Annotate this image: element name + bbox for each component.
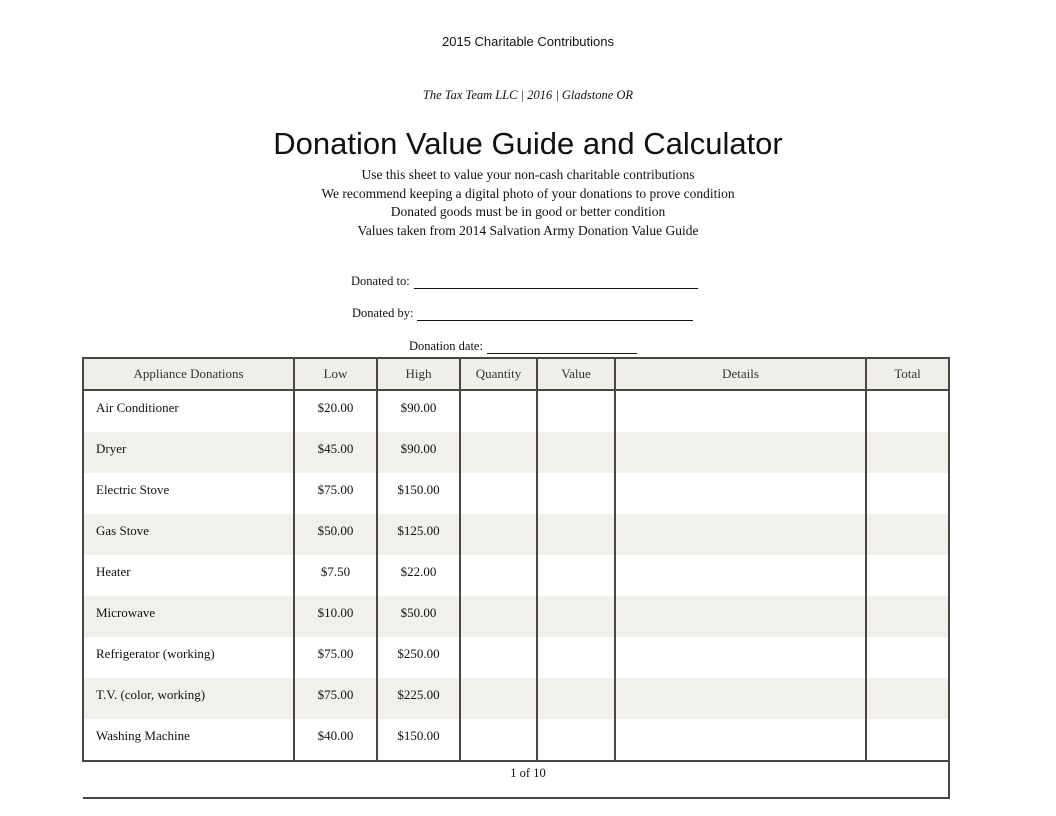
table-row bbox=[83, 555, 949, 596]
low-value: $20.00 bbox=[294, 390, 377, 432]
high-value: $125.00 bbox=[377, 514, 460, 555]
donation-date-field bbox=[409, 339, 637, 354]
item-name: T.V. (color, working) bbox=[83, 678, 294, 719]
organization-line: The Tax Team LLC | 2016 | Gladstone OR bbox=[422, 88, 634, 102]
table-header-row bbox=[83, 358, 949, 390]
high-value: $50.00 bbox=[377, 596, 460, 637]
column-header-high: High bbox=[377, 358, 460, 390]
total-cell[interactable] bbox=[866, 555, 949, 596]
intro-block bbox=[0, 166, 1056, 241]
donated-to-label: Donated to: bbox=[351, 274, 410, 288]
high-value: $90.00 bbox=[377, 390, 460, 432]
intro-line: Values taken from 2014 Salvation Army Donation Value Guide bbox=[357, 223, 699, 239]
total-cell[interactable] bbox=[866, 596, 949, 637]
quantity-cell[interactable] bbox=[460, 514, 537, 555]
item-name: Air Conditioner bbox=[83, 390, 294, 432]
value-cell[interactable] bbox=[537, 596, 615, 637]
high-value: $22.00 bbox=[377, 555, 460, 596]
total-cell[interactable] bbox=[866, 473, 949, 514]
table-row bbox=[83, 390, 949, 432]
low-value: $40.00 bbox=[294, 719, 377, 761]
intro-line: We recommend keeping a digital photo of your donations to prove condition bbox=[321, 185, 735, 201]
low-value: $75.00 bbox=[294, 678, 377, 719]
total-cell[interactable] bbox=[866, 514, 949, 555]
column-header-low: Low bbox=[294, 358, 377, 390]
table-row bbox=[83, 514, 949, 555]
document-header-title: 2015 Charitable Contributions bbox=[442, 34, 614, 49]
quantity-cell[interactable] bbox=[460, 719, 537, 761]
table-row bbox=[83, 678, 949, 719]
details-cell[interactable] bbox=[615, 596, 866, 637]
intro-line: Use this sheet to value your non-cash charitable contributions bbox=[361, 167, 695, 182]
low-value: $50.00 bbox=[294, 514, 377, 555]
page-title: Donation Value Guide and Calculator bbox=[273, 126, 783, 161]
item-name: Dryer bbox=[83, 432, 294, 473]
quantity-cell[interactable] bbox=[460, 637, 537, 678]
column-header-item: Appliance Donations bbox=[83, 358, 294, 390]
high-value: $150.00 bbox=[377, 719, 460, 761]
details-cell[interactable] bbox=[615, 555, 866, 596]
high-value: $225.00 bbox=[377, 678, 460, 719]
low-value: $75.00 bbox=[294, 473, 377, 514]
quantity-cell[interactable] bbox=[460, 432, 537, 473]
total-cell[interactable] bbox=[866, 432, 949, 473]
details-cell[interactable] bbox=[615, 432, 866, 473]
value-cell[interactable] bbox=[537, 514, 615, 555]
column-header-value: Value bbox=[537, 358, 615, 390]
table-row bbox=[83, 473, 949, 514]
details-cell[interactable] bbox=[615, 719, 866, 761]
donated-to-input[interactable] bbox=[414, 274, 698, 289]
donated-by-label: Donated by: bbox=[352, 306, 414, 320]
low-value: $75.00 bbox=[294, 637, 377, 678]
details-cell[interactable] bbox=[615, 473, 866, 514]
quantity-cell[interactable] bbox=[460, 596, 537, 637]
details-cell[interactable] bbox=[615, 514, 866, 555]
quantity-cell[interactable] bbox=[460, 555, 537, 596]
quantity-cell[interactable] bbox=[460, 678, 537, 719]
table-row bbox=[83, 432, 949, 473]
low-value: $7.50 bbox=[294, 555, 377, 596]
low-value: $10.00 bbox=[294, 596, 377, 637]
intro-line: Donated goods must be in good or better condition bbox=[390, 204, 666, 220]
donations-table bbox=[82, 357, 950, 799]
column-header-details: Details bbox=[615, 358, 866, 390]
donation-date-input[interactable] bbox=[487, 339, 637, 354]
donated-by-input[interactable] bbox=[417, 306, 693, 321]
table-row bbox=[83, 637, 949, 678]
low-value: $45.00 bbox=[294, 432, 377, 473]
donation-date-label: Donation date: bbox=[409, 339, 483, 353]
table-row bbox=[83, 719, 949, 761]
total-cell[interactable] bbox=[866, 637, 949, 678]
item-name: Microwave bbox=[83, 596, 294, 637]
item-name: Washing Machine bbox=[83, 719, 294, 761]
value-cell[interactable] bbox=[537, 678, 615, 719]
item-name: Gas Stove bbox=[83, 514, 294, 555]
column-header-total: Total bbox=[866, 358, 949, 390]
value-cell[interactable] bbox=[537, 555, 615, 596]
table-row bbox=[83, 596, 949, 637]
total-cell[interactable] bbox=[866, 678, 949, 719]
total-cell[interactable] bbox=[866, 719, 949, 761]
value-cell[interactable] bbox=[537, 432, 615, 473]
column-header-quantity: Quantity bbox=[460, 358, 537, 390]
high-value: $90.00 bbox=[377, 432, 460, 473]
quantity-cell[interactable] bbox=[460, 473, 537, 514]
donated-to-field bbox=[351, 274, 698, 289]
details-cell[interactable] bbox=[615, 637, 866, 678]
page-number: 1 of 10 bbox=[510, 766, 546, 780]
item-name: Heater bbox=[83, 555, 294, 596]
item-name: Refrigerator (working) bbox=[83, 637, 294, 678]
details-cell[interactable] bbox=[615, 678, 866, 719]
value-cell[interactable] bbox=[537, 473, 615, 514]
total-cell[interactable] bbox=[866, 390, 949, 432]
donated-by-field bbox=[352, 306, 693, 321]
details-cell[interactable] bbox=[615, 390, 866, 432]
item-name: Electric Stove bbox=[83, 473, 294, 514]
value-cell[interactable] bbox=[537, 719, 615, 761]
value-cell[interactable] bbox=[537, 390, 615, 432]
value-cell[interactable] bbox=[537, 637, 615, 678]
high-value: $250.00 bbox=[377, 637, 460, 678]
quantity-cell[interactable] bbox=[460, 390, 537, 432]
high-value: $150.00 bbox=[377, 473, 460, 514]
